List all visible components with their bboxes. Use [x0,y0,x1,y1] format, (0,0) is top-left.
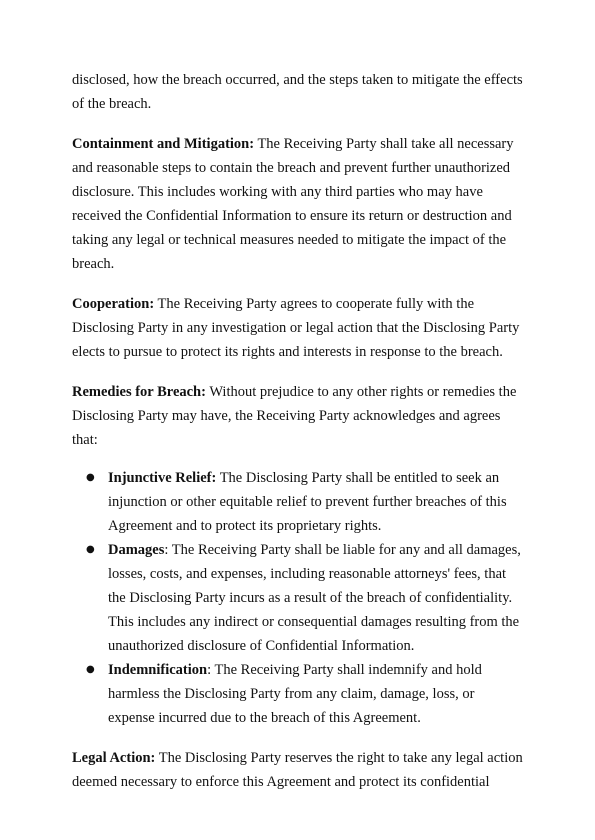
legal-action-text: The Disclosing Party reserves the right to take any legal action deemed necessary to enforce this Agreement and protect its confidential [72,750,523,790]
list-item-label: Injunctive Relief: [108,470,217,486]
bullet-icon: ● [86,544,95,555]
containment-text: The Receiving Party shall take all necessary and reasonable steps to contain the breach and prevent further unauthorized disclosure. This includes working with any third parties who may have received the Confidential Information to ensure its return or destruction and taking any legal or technical measures needed to mitigate the impact of the breach. [72,136,514,272]
intro-paragraph [72,68,525,116]
list-item-label: Indemnification [108,662,208,678]
bullet-icon: ● [86,472,95,483]
containment-heading: Containment and Mitigation: [72,136,255,152]
list-item-indemnification [72,658,523,730]
cooperation-heading: Cooperation: [72,296,155,312]
intro-text: disclosed, how the breach occurred, and the steps taken to mitigate the effects of the breach. [72,72,523,112]
remedies-heading: Remedies for Breach: [72,384,206,400]
bullet-icon: ● [86,664,95,675]
cooperation-text: The Receiving Party agrees to cooperate fully with the Disclosing Party in any investigation or legal action that the Disclosing Party elects to pursue to protect its rights and interests in response to the breach. [72,296,520,360]
remedies-list [72,466,525,730]
remedies-text: Without prejudice to any other rights or remedies the Disclosing Party may have, the Receiving Party acknowledges and agrees that: [72,384,517,448]
list-item-text: : The Receiving Party shall be liable for any and all damages, losses, costs, and expenses, including reasonable attorneys' fees, that the Disclosing Party incurs as a result of the breach of confidentiality. This includes any indirect or consequential damages resulting from the unauthorized disclosure of Confidential Information. [108,542,521,654]
legal-action-heading: Legal Action: [72,750,156,766]
cooperation-paragraph [72,292,525,364]
containment-paragraph [72,132,525,276]
list-item-text: The Disclosing Party shall be entitled to seek an injunction or other equitable relief to prevent further breaches of this Agreement and to protect its proprietary rights. [108,470,507,534]
legal-action-paragraph [72,746,525,794]
remedies-paragraph [72,380,525,452]
list-item-text: : The Receiving Party shall indemnify and hold harmless the Disclosing Party from any claim, damage, loss, or expense incurred due to the breach of this Agreement. [108,662,482,726]
list-item-label: Damages [108,542,165,558]
list-item-injunctive-relief [72,466,523,538]
list-item-damages [72,538,523,658]
